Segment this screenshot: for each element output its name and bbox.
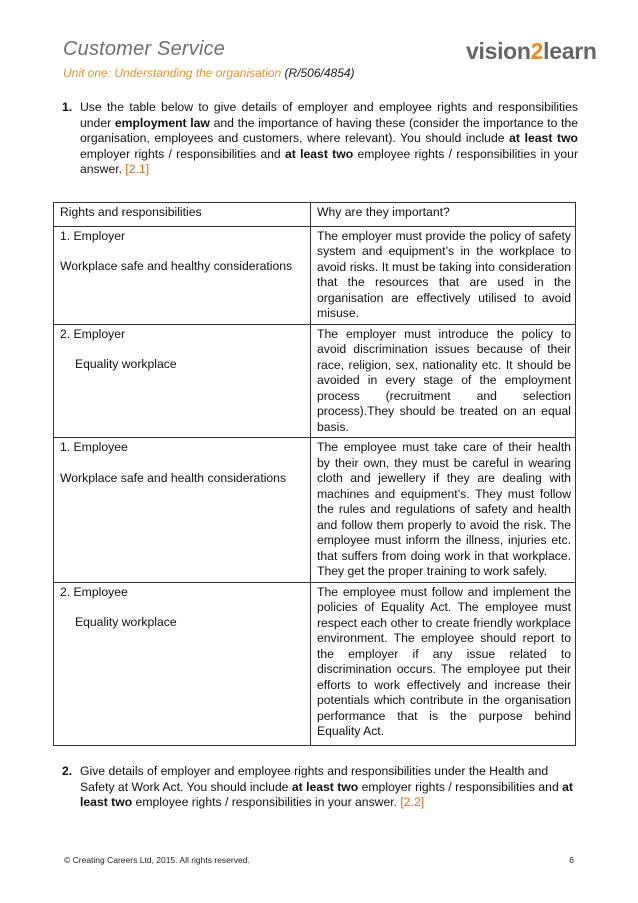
row-subtitle: Equality workplace [75, 615, 177, 629]
question-text-part: employer rights / responsibilities and [80, 146, 281, 161]
question-text [80, 100, 578, 178]
question-text-part: employer rights / responsibilities and [361, 779, 559, 794]
table-row [54, 324, 576, 438]
table-row [54, 438, 576, 583]
logo-prefix: vision [466, 38, 531, 64]
importance-cell: The employer must introduce the policy to avoid discrimination issues because of their race, religion, sex, nationality etc. It should be avoided in every stage of the employment process (recruitment and selection process).They should be treated on an equal basis. [311, 324, 576, 438]
row-subtitle: Equality workplace [75, 357, 177, 371]
question-1 [62, 100, 578, 178]
rights-cell [54, 438, 311, 583]
question-text-part: Give details of employer and employee rights and responsibilities under the Health and Safety at Work Act. You should include [80, 764, 549, 794]
copyright-notice: © Creating Careers Ltd, 2015. All rights reserved. [64, 855, 250, 865]
logo-two: 2 [530, 38, 544, 64]
table-row [54, 226, 576, 324]
question-text-part: and the importance of having these (consider the importance to the organisation, employees and customers, where relevant). You should include [80, 115, 579, 145]
emphasis: at least two [284, 146, 354, 161]
rights-cell [54, 324, 311, 438]
question-text-part: employee rights / responsibilities in your answer. [135, 795, 398, 809]
document-title: Customer Service [63, 38, 226, 60]
importance-cell [311, 582, 576, 745]
rights-cell [54, 226, 311, 324]
question-text-part: employee rights / responsibilities in your answer. [80, 146, 578, 176]
unit-name: Unit one: Understanding the organisation [63, 66, 282, 80]
emphasis: at least two [509, 131, 579, 145]
rights-table [53, 202, 576, 746]
question-number: 2. [62, 764, 73, 778]
question-number: 1. [62, 100, 73, 114]
importance-cell: The employee must take care of their health by their own, they must be careful in wearing cloth and jewellery if they are dealing with machines and equipment’s. They must follow the rules and regulations of safety and health and follow them properly to avoid the risk. The employee must inform the illness, injuries etc. that suffers from doing work in that workplace. They get the proper training to work safely. [311, 438, 576, 583]
table-row [54, 582, 576, 745]
question-text-part: Use the table below to give details of employer and employee rights and responsibilities under [80, 100, 578, 130]
unit-code: (R/506/4854) [284, 66, 355, 80]
vision2learn-logo [466, 38, 597, 65]
emphasis: at least two [291, 779, 359, 794]
unit-subtitle [63, 66, 355, 80]
column-header: Rights and responsibilities [54, 203, 311, 227]
criteria-reference: [2.2] [400, 795, 425, 809]
row-title: 2. Employer [60, 326, 126, 341]
importance-text: The employee must follow and implement the policies of Equality Act. The employee must respect each other to create friendly workplace environment. The employee should report to the employer if any issue related to discrimination occurs. The employee put their efforts to work effectively and increase their potentials which contribute in the organisation performance that is the purpose behind Equality Act. [317, 584, 571, 738]
column-header: Why are they important? [311, 203, 576, 227]
emphasis: employment law [114, 115, 210, 130]
logo-suffix: learn [543, 38, 597, 64]
row-subtitle: Workplace safe and healthy considerations [60, 259, 293, 273]
table-header-row [54, 203, 576, 227]
question-text [80, 764, 578, 811]
importance-cell: The employer must provide the policy of safety system and equipment’s in the workplace to avoid risks. It must be taking into consideration that the resources that are used in the organisation are effectively utilised to avoid misuse. [311, 226, 576, 324]
row-subtitle: Workplace safe and health considerations [60, 470, 287, 485]
row-title: 1. Employee [60, 440, 128, 454]
page-footer [64, 855, 574, 865]
emphasis: at least two [80, 779, 573, 809]
row-title: 1. Employer [60, 228, 126, 243]
criteria-reference: [2.1] [125, 162, 150, 176]
question-2 [62, 764, 578, 811]
page-number: 6 [569, 855, 574, 865]
rights-cell [54, 582, 311, 745]
row-title: 2. Employee [60, 584, 128, 599]
